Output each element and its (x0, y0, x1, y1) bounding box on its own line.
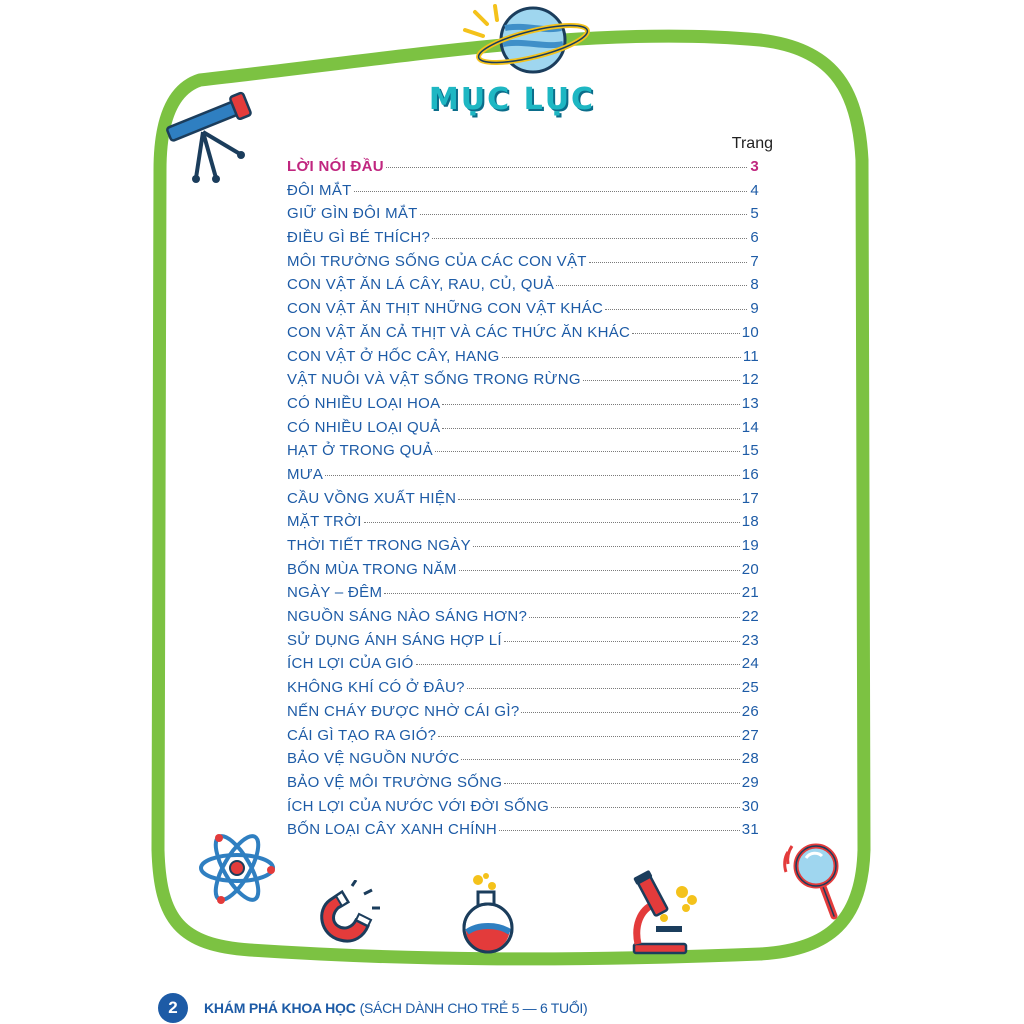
toc-dot-leader (354, 191, 747, 192)
microscope-icon (626, 870, 706, 955)
toc-entry (287, 537, 759, 561)
toc-dot-leader (386, 167, 747, 168)
toc-entry-title: MÔI TRƯỜNG SỐNG CỦA CÁC CON VẬT (287, 252, 587, 270)
book-title: KHÁM PHÁ KHOA HỌC (204, 1000, 356, 1016)
book-subtitle: (SÁCH DÀNH CHO TRẺ 5 — 6 TUỔI) (359, 1000, 588, 1016)
toc-entry (287, 632, 759, 656)
toc-entry (287, 513, 759, 537)
toc-dot-leader (438, 736, 739, 737)
toc-entry-page: 17 (741, 489, 759, 507)
toc-entry-page: 20 (741, 560, 759, 578)
toc-entry-title: ÍCH LỢI CỦA GIÓ (287, 655, 414, 673)
toc-dot-leader (458, 499, 739, 500)
toc-entry (287, 253, 759, 277)
toc-entry-title: CON VẬT ĂN CẢ THỊT VÀ CÁC THỨC ĂN KHÁC (287, 323, 631, 341)
toc-dot-leader (556, 285, 747, 286)
toc-dot-leader (467, 688, 740, 689)
toc-entry-title: CẦU VỒNG XUẤT HIỆN (287, 489, 457, 507)
toc-entry-page: 24 (741, 655, 759, 673)
toc-entry (287, 300, 759, 324)
toc-dot-leader (504, 641, 740, 642)
page-title: MỤC LỤC (428, 82, 596, 117)
toc-entry (287, 561, 759, 585)
toc-entry (287, 419, 759, 443)
toc-entry-title: SỬ DỤNG ÁNH SÁNG HỢP LÍ (287, 631, 502, 649)
toc-entry-title: BỐN LOẠI CÂY XANH CHÍNH (287, 821, 498, 839)
toc-entry-title: CÓ NHIỀU LOẠI HOA (287, 394, 441, 412)
toc-entry-title: CON VẬT ĂN LÁ CÂY, RAU, CỦ, QUẢ (287, 276, 555, 294)
magnet-icon (312, 880, 384, 948)
toc-entry-title: MƯA (287, 465, 324, 483)
toc-dot-leader (589, 262, 747, 263)
toc-entry-title: LỜI NÓI ĐẦU (287, 158, 384, 175)
page-column-label: Trang (731, 135, 773, 152)
table-of-contents (287, 158, 759, 845)
toc-entry-title: BẢO VỆ MÔI TRƯỜNG SỐNG (287, 773, 503, 791)
toc-entry-title: KHÔNG KHÍ CÓ Ở ĐÂU? (287, 679, 465, 697)
toc-dot-leader (583, 380, 740, 381)
toc-dot-leader (416, 664, 740, 665)
toc-entry-title: ĐÔI MẮT (287, 181, 352, 199)
toc-dot-leader (504, 783, 739, 784)
toc-entry-title: CON VẬT Ở HỐC CÂY, HANG (287, 347, 500, 365)
toc-entry (287, 182, 759, 206)
planet-icon (455, 0, 595, 80)
toc-entry-title: ÍCH LỢI CỦA NƯỚC VỚI ĐỜI SỐNG (287, 797, 550, 815)
toc-entry (287, 608, 759, 632)
toc-dot-leader (432, 238, 747, 239)
toc-entry (287, 821, 759, 845)
toc-entry-page: 30 (741, 797, 759, 815)
toc-entry (287, 584, 759, 608)
toc-entry (287, 158, 759, 182)
toc-entry-page: 7 (750, 252, 759, 270)
toc-entry-page: 27 (741, 726, 759, 744)
magnifier-icon (782, 840, 844, 924)
toc-entry-page: 10 (741, 323, 759, 341)
toc-entry (287, 276, 759, 300)
toc-entry-page: 19 (741, 537, 759, 554)
toc-entry-title: NGÀY – ĐÊM (287, 584, 383, 602)
toc-dot-leader (459, 570, 740, 571)
toc-entry-title: CÁI GÌ TẠO RA GIÓ? (287, 726, 437, 744)
toc-entry-page: 9 (750, 300, 759, 318)
toc-entry-title: ĐIỀU GÌ BÉ THÍCH? (287, 229, 431, 247)
toc-entry-page: 12 (741, 371, 759, 389)
toc-dot-leader (461, 759, 739, 760)
toc-entry-page: 23 (741, 631, 759, 649)
toc-dot-leader (442, 428, 739, 429)
toc-entry-page: 3 (750, 158, 759, 175)
toc-entry-page: 11 (742, 347, 759, 365)
toc-entry-title: BẢO VỆ NGUỒN NƯỚC (287, 750, 460, 768)
toc-entry (287, 490, 759, 514)
toc-entry-page: 21 (741, 584, 759, 602)
toc-dot-leader (442, 404, 739, 405)
toc-entry (287, 727, 759, 751)
toc-entry (287, 655, 759, 679)
toc-entry-title: VẬT NUÔI VÀ VẬT SỐNG TRONG RỪNG (287, 371, 581, 389)
toc-entry (287, 348, 759, 372)
page-number-badge: 2 (158, 993, 188, 1023)
toc-entry-page: 16 (741, 465, 759, 483)
toc-entry-title: BỐN MÙA TRONG NĂM (287, 560, 457, 578)
toc-dot-leader (551, 807, 740, 808)
toc-entry-page: 31 (741, 821, 759, 839)
toc-entry-title: CON VẬT ĂN THỊT NHỮNG CON VẬT KHÁC (287, 300, 604, 318)
toc-dot-leader (435, 451, 740, 452)
toc-entry-page: 14 (741, 418, 759, 436)
toc-dot-leader (521, 712, 739, 713)
toc-entry-title: THỜI TIẾT TRONG NGÀY (287, 537, 471, 554)
toc-entry (287, 324, 759, 348)
atom-icon (197, 830, 277, 905)
toc-entry (287, 229, 759, 253)
toc-entry (287, 798, 759, 822)
toc-entry-page: 5 (750, 205, 759, 223)
toc-dot-leader (420, 214, 747, 215)
toc-entry-title: HẠT Ở TRONG QUẢ (287, 442, 433, 460)
toc-entry-title: GIỮ GÌN ĐÔI MẮT (287, 205, 418, 223)
toc-entry (287, 750, 759, 774)
toc-dot-leader (529, 617, 740, 618)
toc-entry-title: CÓ NHIỀU LOẠI QUẢ (287, 418, 441, 436)
toc-entry (287, 679, 759, 703)
toc-dot-leader (632, 333, 740, 334)
toc-entry (287, 466, 759, 490)
toc-entry (287, 205, 759, 229)
toc-entry (287, 395, 759, 419)
toc-entry-page: 29 (741, 773, 759, 791)
page-footer (158, 993, 587, 1023)
toc-entry-title: NẾN CHÁY ĐƯỢC NHỜ CÁI GÌ? (287, 702, 520, 720)
toc-entry (287, 442, 759, 466)
toc-entry (287, 703, 759, 727)
toc-dot-leader (605, 309, 747, 310)
toc-entry-page: 22 (741, 608, 759, 626)
toc-entry-page: 26 (741, 702, 759, 720)
toc-entry-page: 15 (741, 442, 759, 460)
toc-entry (287, 774, 759, 798)
toc-entry-page: 6 (750, 229, 759, 247)
toc-entry-page: 4 (750, 181, 759, 199)
toc-entry-page: 18 (741, 513, 759, 531)
toc-entry-page: 28 (741, 750, 759, 768)
toc-entry-page: 8 (750, 276, 759, 294)
toc-entry-title: NGUỒN SÁNG NÀO SÁNG HƠN? (287, 608, 528, 626)
toc-dot-leader (473, 546, 740, 547)
toc-dot-leader (325, 475, 739, 476)
toc-entry (287, 371, 759, 395)
toc-entry-page: 25 (741, 679, 759, 697)
toc-dot-leader (384, 593, 739, 594)
toc-dot-leader (502, 357, 741, 358)
toc-dot-leader (364, 522, 740, 523)
toc-entry-page: 13 (741, 394, 759, 412)
toc-dot-leader (499, 830, 740, 831)
toc-entry-title: MẶT TRỜI (287, 513, 362, 531)
flask-icon (458, 872, 528, 956)
